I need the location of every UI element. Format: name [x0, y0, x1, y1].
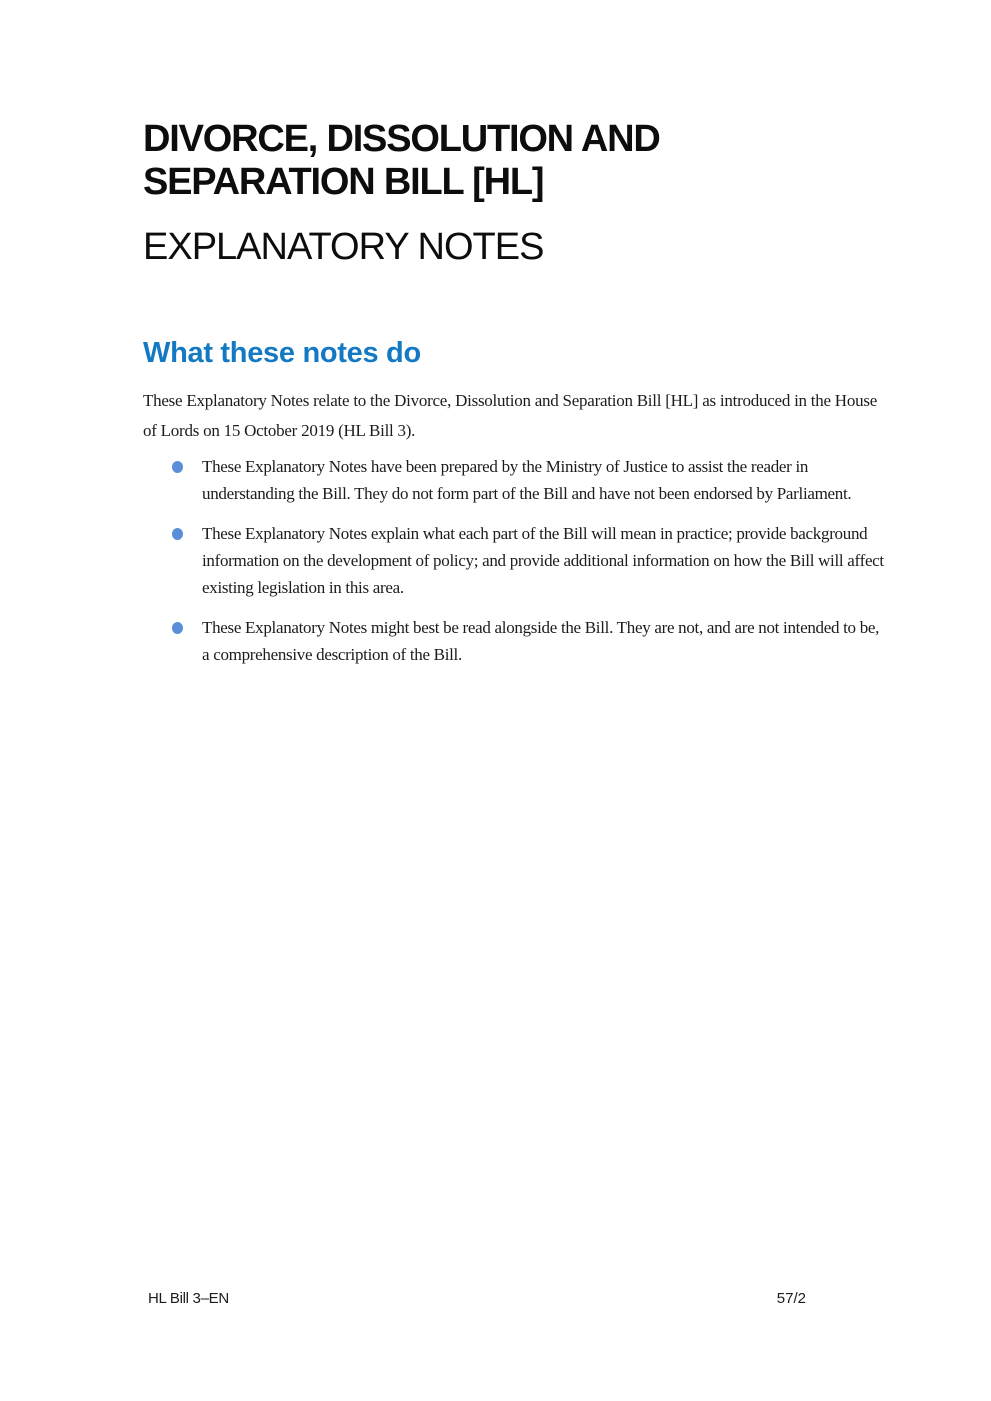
bullet-icon	[172, 622, 183, 634]
bullet-text: These Explanatory Notes might best be read alongside the Bill. They are not, and are not intended to be, a comprehensive description of the Bill.	[202, 618, 880, 664]
bullet-text: These Explanatory Notes explain what each part of the Bill will mean in practice; provide background information on the development of policy; and provide additional information on how the Bill will affect existing legislation in this area.	[202, 524, 884, 597]
section-heading-what-these-notes-do: What these notes do	[143, 337, 421, 369]
bullet-icon	[172, 528, 183, 540]
bullet-item	[143, 453, 888, 507]
page-content	[143, 0, 888, 681]
footer-serial-number: 57/2	[776, 1290, 806, 1307]
bill-title: DIVORCE, DISSOLUTION AND SEPARATION BILL [HL]	[143, 118, 660, 203]
footer-bill-number: HL Bill 3–EN	[148, 1290, 229, 1307]
bullet-icon	[172, 461, 183, 473]
notes-bullet-list	[143, 453, 888, 668]
explanatory-notes-subtitle: EXPLANATORY NOTES	[143, 226, 544, 268]
intro-paragraph: These Explanatory Notes relate to the Divorce, Dissolution and Separation Bill [HL] as introduced in the House of Lords on 15 October 2019 (HL Bill 3).	[143, 391, 877, 440]
bullet-text: These Explanatory Notes have been prepared by the Ministry of Justice to assist the reader in understanding the Bill. They do not form part of the Bill and have not been endorsed by Parliament.	[202, 457, 852, 503]
bullet-item	[143, 614, 888, 668]
bullet-item	[143, 520, 888, 601]
